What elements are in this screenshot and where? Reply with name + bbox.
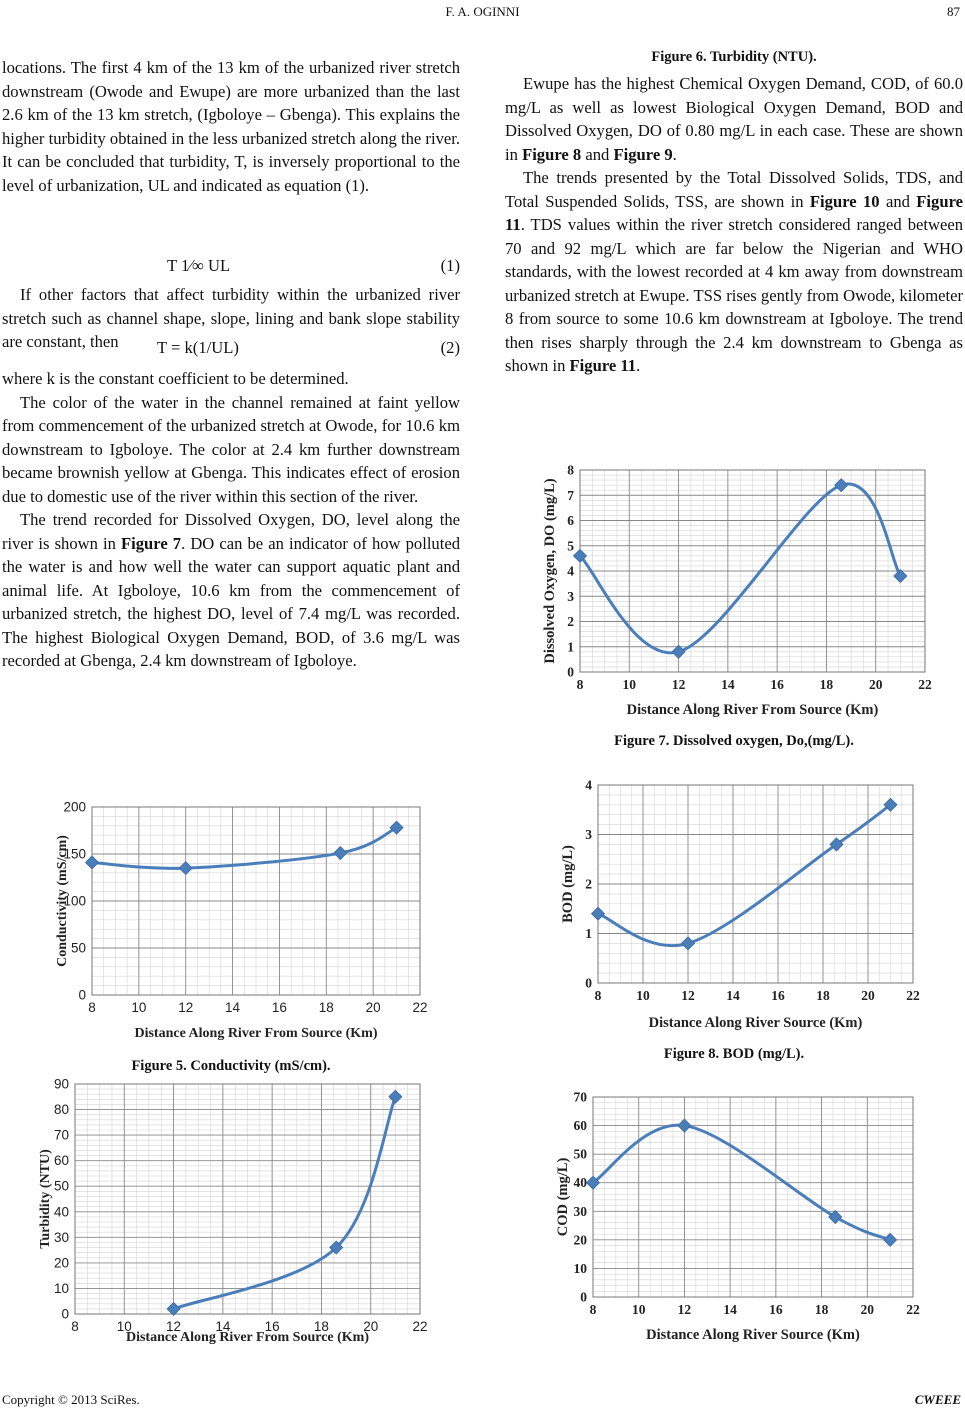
figure-6-chart bbox=[30, 1074, 435, 1349]
x-tick-label: 10 bbox=[116, 1319, 132, 1334]
running-head-author: F. A. OGINNI bbox=[445, 4, 520, 19]
x-tick-label: 8 bbox=[71, 1319, 79, 1334]
y-axis-label: Dissolved Oxygen, DO (mg/L) bbox=[542, 478, 558, 664]
x-tick-label: 16 bbox=[264, 1319, 280, 1334]
x-tick-label: 16 bbox=[770, 677, 784, 692]
x-tick-label: 8 bbox=[594, 988, 602, 1003]
left-column-bottom bbox=[2, 367, 460, 673]
y-tick-label: 90 bbox=[53, 1076, 69, 1092]
figure-reference[interactable]: Figure 11 bbox=[569, 356, 637, 375]
x-tick-label: 16 bbox=[771, 988, 785, 1003]
data-point-marker bbox=[682, 937, 695, 950]
equation-number: (2) bbox=[440, 338, 460, 357]
data-point-marker bbox=[884, 1233, 897, 1246]
y-tick-label: 0 bbox=[78, 987, 86, 1003]
data-point-marker bbox=[334, 847, 347, 860]
y-tick-label: 0 bbox=[567, 664, 574, 680]
x-tick-label: 14 bbox=[215, 1319, 231, 1334]
x-tick-label: 12 bbox=[677, 1302, 692, 1317]
figure-reference[interactable]: Figure 9 bbox=[613, 144, 673, 164]
x-tick-label: 8 bbox=[88, 1000, 96, 1015]
x-tick-label: 12 bbox=[178, 1000, 194, 1015]
x-tick-label: 20 bbox=[868, 677, 883, 692]
x-tick-label: 18 bbox=[318, 1000, 334, 1015]
x-tick-label: 18 bbox=[819, 677, 834, 692]
y-tick-label: 30 bbox=[573, 1203, 587, 1219]
x-tick-label: 14 bbox=[721, 677, 735, 692]
turbidity-chart bbox=[30, 1074, 435, 1349]
y-tick-label: 10 bbox=[53, 1280, 69, 1296]
x-tick-label: 18 bbox=[313, 1319, 329, 1334]
y-tick-label: 60 bbox=[53, 1153, 69, 1169]
x-tick-label: 8 bbox=[576, 677, 584, 692]
data-point-marker bbox=[592, 907, 605, 920]
y-tick-label: 4 bbox=[585, 777, 592, 793]
figure-5-chart bbox=[30, 795, 435, 1045]
figure-7-chart bbox=[535, 452, 940, 722]
y-tick-label: 60 bbox=[573, 1118, 587, 1134]
y-tick-label: 40 bbox=[53, 1204, 69, 1220]
paragraph: The color of the water in the channel remained at faint yellow from commencement of the urbanized stretch at Owode, for 10.6 km downstream to Igboloye. The color at 2.4 km further downstream became brownish yellow at Gbenga. This indicates effect of erosion due to domestic use of the river within this section of the river. bbox=[2, 392, 460, 506]
bod-chart bbox=[538, 770, 928, 1035]
x-axis-label: Distance Along River Source (Km) bbox=[648, 1015, 863, 1031]
y-tick-label: 7 bbox=[567, 487, 574, 503]
x-tick-label: 8 bbox=[589, 1302, 597, 1317]
x-tick-label: 18 bbox=[816, 988, 830, 1003]
figure-8-caption: Figure 8. BOD (mg/L). bbox=[663, 1046, 805, 1062]
y-tick-label: 150 bbox=[63, 846, 86, 862]
figure-reference[interactable]: Figure 7 bbox=[120, 533, 182, 553]
y-tick-label: 5 bbox=[567, 538, 574, 554]
conductivity-chart bbox=[30, 795, 435, 1045]
data-point-marker bbox=[672, 645, 685, 658]
copyright: Copyright © 2013 SciRes. bbox=[2, 1392, 140, 1407]
paragraph: locations. The first 4 km of the 13 km of the urbanized river stretch downstream (Owode and Ewupe) are more urbanized than the last 2.6 km of the 13 km stretch, (Igboloye – Gbenga). This explains the higher turbidity obtained in the less urbanized stretch along the river. It can be concluded that turbidity, T, is inversely proportional to the level of urbanization, UL and indicated as equation (1). bbox=[2, 58, 460, 195]
x-tick-label: 20 bbox=[860, 1302, 875, 1317]
y-tick-label: 3 bbox=[567, 588, 574, 604]
y-tick-label: 2 bbox=[567, 614, 574, 629]
right-column-top bbox=[505, 72, 963, 378]
y-tick-label: 10 bbox=[573, 1260, 587, 1276]
y-axis-label: Turbidity (NTU) bbox=[38, 1149, 53, 1249]
page-header bbox=[0, 4, 965, 24]
y-tick-label: 40 bbox=[573, 1175, 587, 1191]
paragraph: If other factors that affect turbidity within the urbanized river stretch such as channel shape, slope, lining and bank slope stability are constant, then bbox=[2, 285, 460, 351]
y-tick-label: 50 bbox=[53, 1178, 69, 1194]
y-tick-label: 8 bbox=[567, 462, 574, 478]
y-tick-label: 20 bbox=[53, 1255, 69, 1271]
x-tick-label: 16 bbox=[769, 1302, 783, 1317]
data-point-marker bbox=[389, 1090, 402, 1103]
x-tick-label: 10 bbox=[622, 677, 637, 692]
x-axis-label: Distance Along River From Source (Km) bbox=[626, 702, 879, 718]
x-tick-label: 18 bbox=[814, 1302, 829, 1317]
y-tick-label: 1 bbox=[585, 926, 592, 941]
y-tick-label: 1 bbox=[567, 639, 574, 655]
data-point-marker bbox=[678, 1119, 691, 1132]
x-tick-label: 14 bbox=[225, 1000, 241, 1015]
data-point-marker bbox=[167, 1302, 180, 1315]
y-tick-label: 30 bbox=[53, 1229, 69, 1245]
paragraph: Ewupe has the highest Chemical Oxygen Demand, COD, of 60.0 mg/L as well as lowest Biological Oxygen Demand, BOD and Dissolved Oxygen, DO of 0.80 mg/L in each case. These are shown in Figure 8 and Figure 9. bbox=[505, 74, 963, 164]
x-tick-label: 22 bbox=[412, 1000, 428, 1015]
equation-number: (1) bbox=[440, 256, 460, 275]
x-tick-label: 14 bbox=[726, 988, 740, 1003]
y-tick-label: 0 bbox=[585, 975, 592, 991]
data-point-marker bbox=[86, 856, 99, 869]
data-point-marker bbox=[894, 570, 907, 583]
data-point-marker bbox=[829, 1211, 842, 1224]
data-point-marker bbox=[835, 479, 848, 492]
x-tick-label: 10 bbox=[131, 1000, 147, 1015]
left-column-top bbox=[2, 56, 460, 197]
y-tick-label: 4 bbox=[567, 563, 574, 579]
x-axis-label: Distance Along River Source (Km) bbox=[646, 1327, 860, 1343]
page-number: 87 bbox=[947, 4, 960, 19]
y-axis-label: BOD (mg/L) bbox=[560, 845, 576, 923]
y-tick-label: 2 bbox=[585, 876, 592, 892]
x-tick-label: 22 bbox=[918, 677, 932, 692]
x-tick-label: 20 bbox=[365, 1000, 381, 1015]
figure-7-caption: Figure 7. Dissolved oxygen, Do,(mg/L). bbox=[614, 733, 854, 749]
x-tick-label: 12 bbox=[681, 988, 695, 1003]
x-tick-label: 12 bbox=[166, 1319, 182, 1334]
figure-reference[interactable]: Figure 10 bbox=[809, 191, 880, 211]
journal-name: CWEEE bbox=[914, 1392, 961, 1407]
figure-reference[interactable]: Figure 8 bbox=[522, 144, 582, 164]
equation-body: T 1⁄∞ UL bbox=[167, 256, 231, 275]
x-axis-label: Distance Along River From Source (Km) bbox=[134, 1026, 378, 1041]
y-tick-label: 50 bbox=[573, 1146, 587, 1162]
figure-8-chart bbox=[538, 770, 928, 1035]
x-tick-label: 22 bbox=[906, 1302, 920, 1317]
y-tick-label: 20 bbox=[573, 1232, 587, 1248]
cod-chart bbox=[538, 1082, 928, 1347]
y-tick-label: 3 bbox=[585, 827, 592, 842]
y-tick-label: 0 bbox=[61, 1306, 69, 1322]
x-axis-label: Distance Along River From Source (Km) bbox=[125, 1330, 370, 1345]
equation-body: T = k(1/UL) bbox=[157, 338, 239, 357]
x-tick-label: 20 bbox=[861, 988, 875, 1003]
paragraph: where k is the constant coefficient to be determined. bbox=[2, 369, 349, 388]
x-tick-label: 10 bbox=[631, 1302, 646, 1317]
y-tick-label: 100 bbox=[63, 893, 86, 909]
y-tick-label: 200 bbox=[63, 799, 86, 815]
y-axis-label: Conductivity (mS/cm) bbox=[55, 835, 70, 967]
figure-9-chart bbox=[538, 1082, 928, 1347]
y-tick-label: 6 bbox=[567, 513, 574, 528]
paragraph: The trend recorded for Dissolved Oxygen, DO, level along the river is shown in Figure 7. DO can be an indicator of how polluted the water is and how well the water can support aquatic plant and animal life. At Igboloye, 10.6 km from the commencement of urbanized stretch, the highest DO, level of 7.4 mg/L was recorded. The highest Biological Oxygen Demand, BOD, of 3.6 mg/L was recorded at Gbenga, 2.4 km downstream of Igboloye. bbox=[2, 510, 460, 670]
x-tick-label: 20 bbox=[363, 1319, 379, 1334]
paragraph: The trends presented by the Total Dissolved Solids, TDS, and Total Suspended Solids, TSS, are shown in Figure 10 and Figure 11. TDS values within the river stretch considered ranged between 70 and 92 mg/L which are far below the Nigerian and WHO standards, with the lowest recorded at 4 km away from downstream urbanized stretch at Ewupe. TSS rises gently from Owode, kilometer 8 from source to some 10.6 km downstream at Igboloye. The trend then rises sharply through the 2.4 km downstream to Gbenga as shown in Figure 11. bbox=[505, 168, 963, 375]
x-tick-label: 16 bbox=[271, 1000, 287, 1015]
figure-reference[interactable]: Figure 11 bbox=[505, 191, 963, 234]
x-tick-label: 22 bbox=[412, 1319, 428, 1334]
x-tick-label: 22 bbox=[906, 988, 920, 1003]
dissolved-oxygen-chart bbox=[535, 452, 940, 722]
x-tick-label: 10 bbox=[636, 988, 650, 1003]
y-tick-label: 0 bbox=[580, 1289, 587, 1305]
y-tick-label: 50 bbox=[70, 940, 86, 956]
y-axis-label: COD (mg/L) bbox=[555, 1157, 571, 1237]
x-tick-label: 12 bbox=[671, 677, 686, 692]
figure-5-caption: Figure 5. Conductivity (mS/cm). bbox=[131, 1058, 331, 1074]
y-tick-label: 70 bbox=[573, 1089, 587, 1105]
data-point-marker bbox=[390, 821, 403, 834]
x-tick-label: 14 bbox=[723, 1302, 737, 1317]
y-tick-label: 80 bbox=[53, 1102, 69, 1118]
y-tick-label: 70 bbox=[53, 1127, 69, 1143]
figure-6-caption: Figure 6. Turbidity (NTU). bbox=[651, 49, 817, 65]
